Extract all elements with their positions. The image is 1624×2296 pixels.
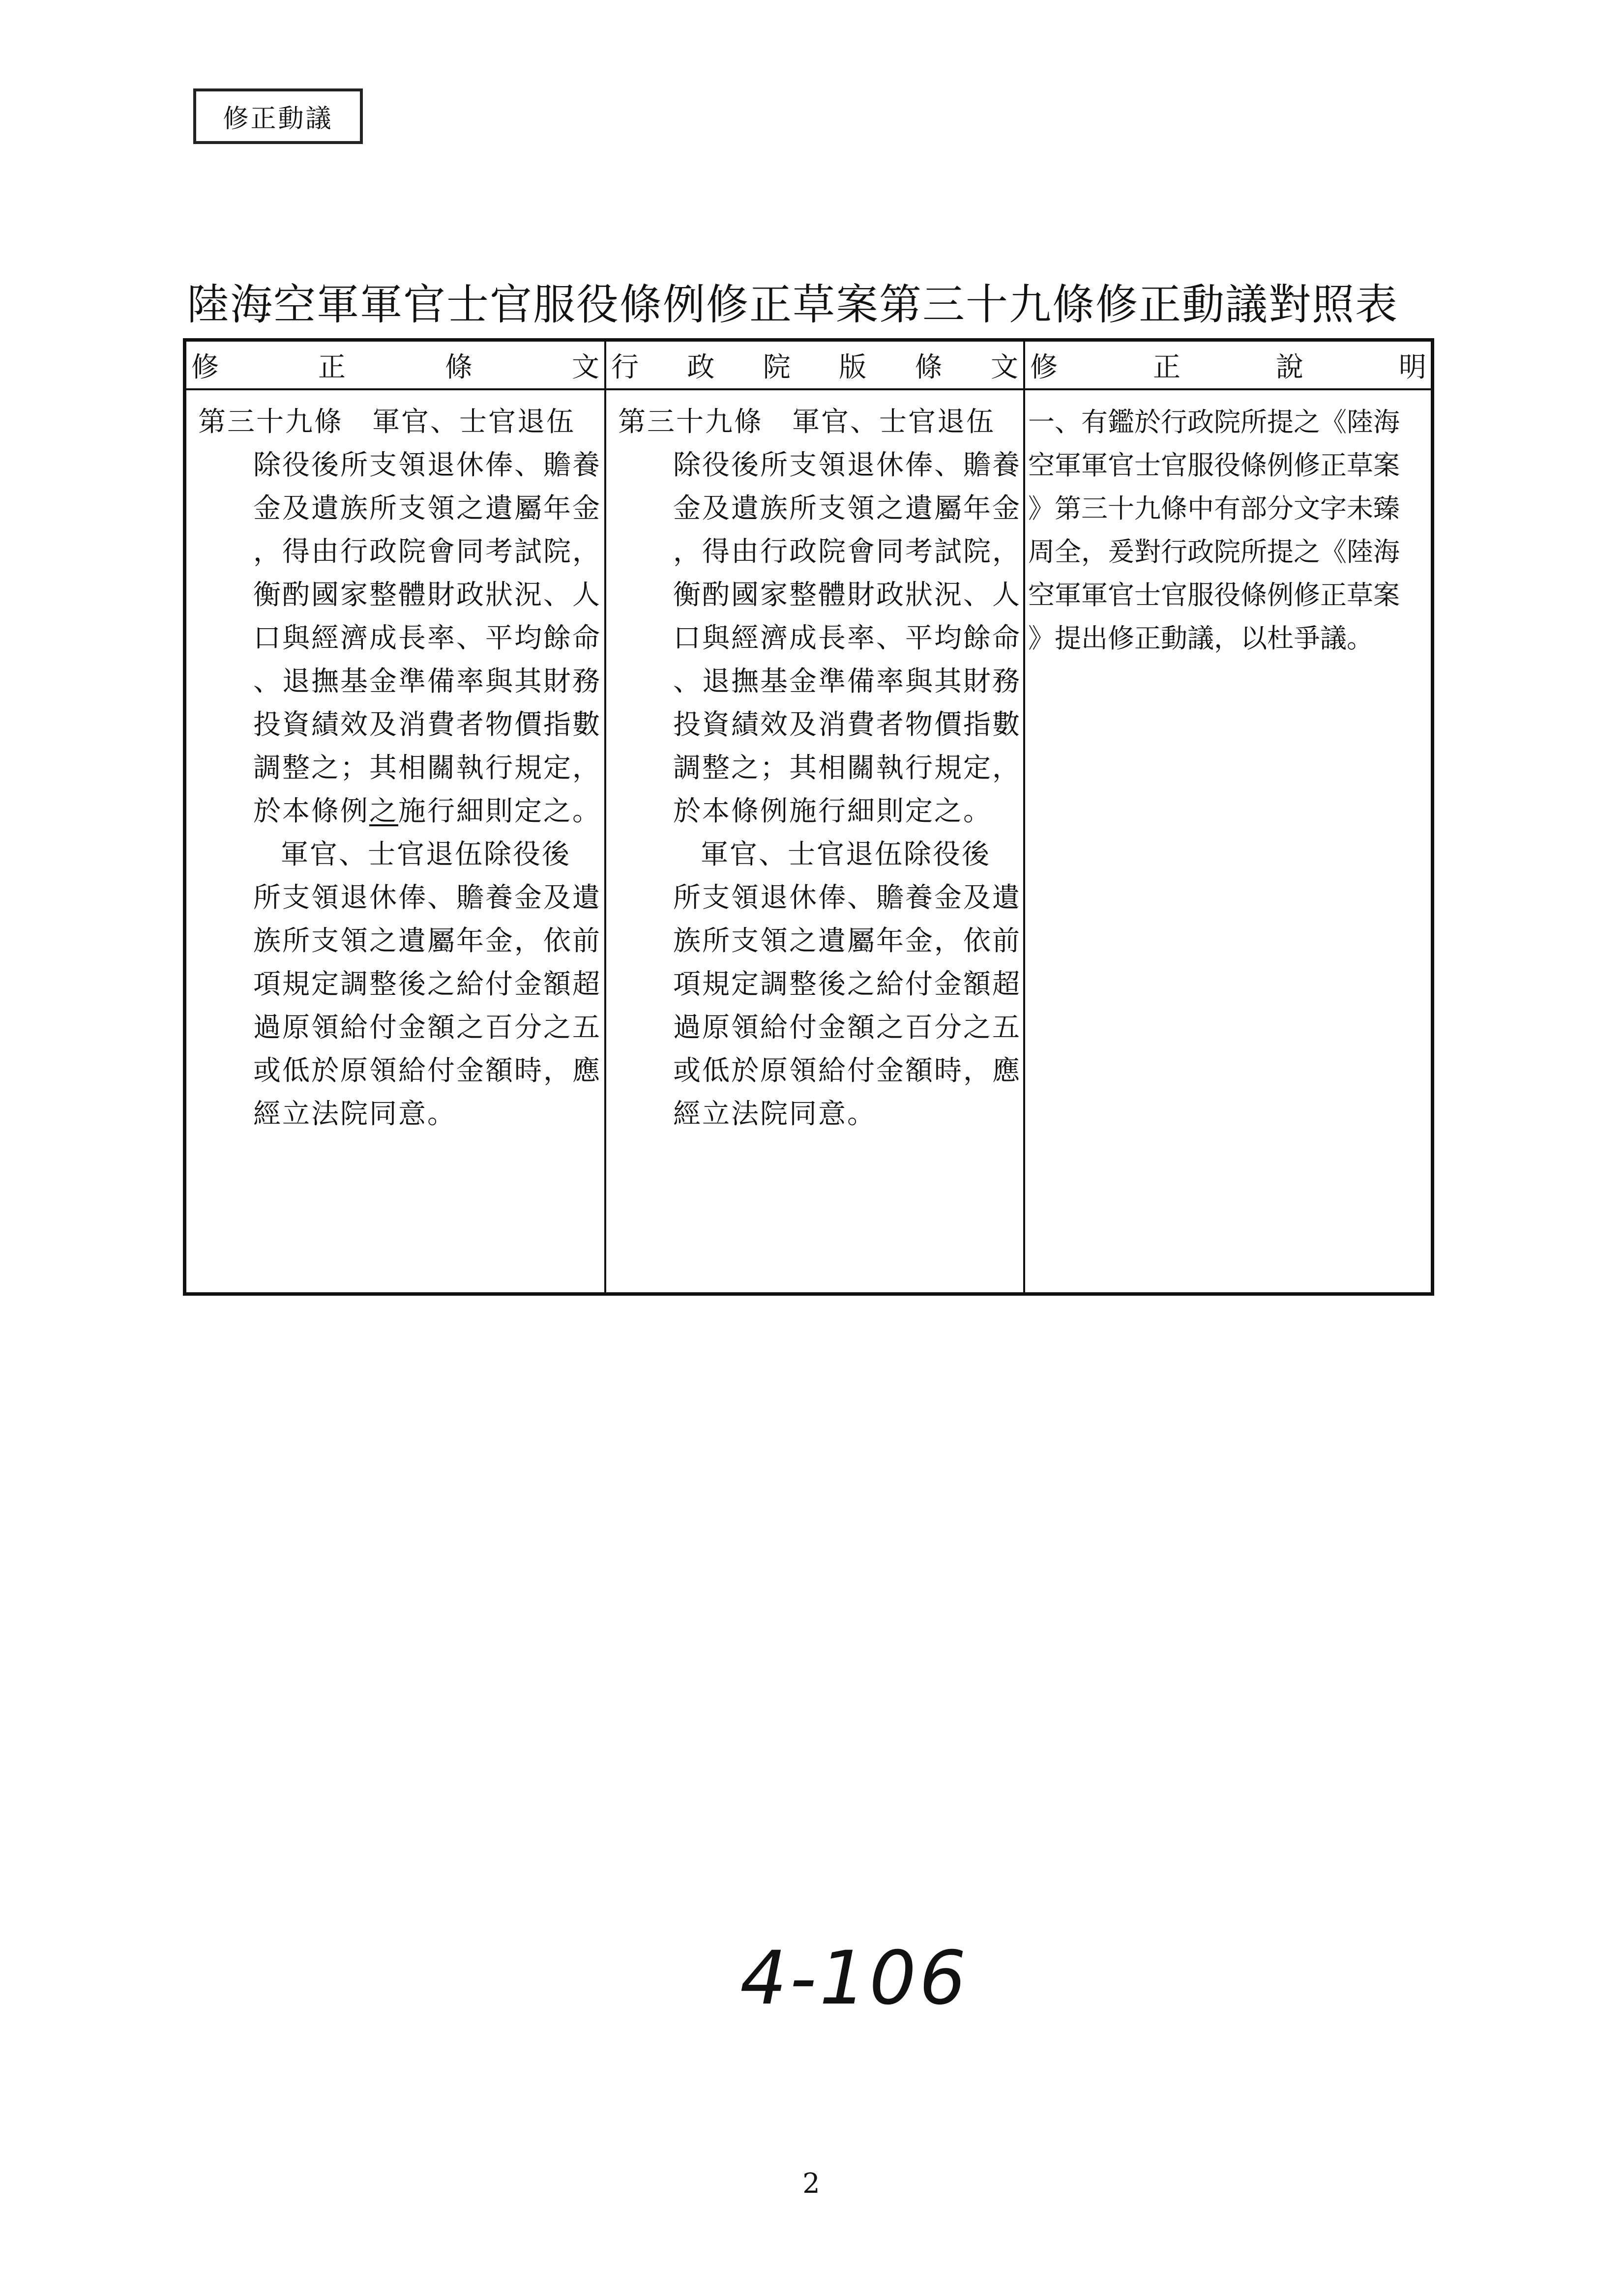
explanation-line: 》提出修正動議，以杜爭議。 xyxy=(1028,623,1373,654)
header-char: 說 xyxy=(1276,351,1303,383)
explanation-line: 一、有鑑於行政院所提之《陸海 xyxy=(1028,407,1400,437)
header-char: 明 xyxy=(1399,351,1426,383)
header-char: 文 xyxy=(572,351,599,383)
motion-tag: 修正動議 xyxy=(193,88,363,144)
explanation-line: 周全，爰對行政院所提之《陸海 xyxy=(1028,536,1400,567)
header-char: 政 xyxy=(687,351,715,383)
executive-text-line: 於本條例施行細則定之。 xyxy=(673,795,992,827)
amended-text-line: 軍官、士官退伍除役後 xyxy=(281,839,571,871)
executive-text-column xyxy=(618,401,1021,1136)
amended-text-line: 衡酌國家整體財政狀況、人 xyxy=(253,579,601,611)
executive-text-line: 軍官、士官退伍除役後 xyxy=(701,839,991,871)
table-header-row xyxy=(186,342,1431,390)
header-char: 修 xyxy=(1030,351,1058,383)
amended-text-line: 第三十九條 軍官、士官退伍 xyxy=(198,406,575,438)
amended-text-line: 族所支領之遺屬年金，依前 xyxy=(253,925,601,957)
page-number: 2 xyxy=(802,2168,820,2200)
amended-text-line: 口與經濟成長率、平均餘命 xyxy=(253,622,601,654)
comparison-table xyxy=(183,338,1434,1296)
executive-text-line: 第三十九條 軍官、士官退伍 xyxy=(618,406,995,438)
explanation-line: 空軍軍官士官服役條例修正草案 xyxy=(1028,580,1400,610)
document-title: 陸海空軍軍官士官服役條例修正草案第三十九條修正動議對照表 xyxy=(187,280,1398,329)
text-segment: 施行細則定之。 xyxy=(398,795,601,827)
executive-text-line: 除役後所支領退休俸、贍養 xyxy=(673,449,1021,481)
header-char: 行 xyxy=(611,351,639,383)
executive-text-line: 過原領給付金額之百分之五 xyxy=(673,1012,1021,1044)
explanation-column xyxy=(1028,401,1432,660)
explanation-line: 空軍軍官士官服役條例修正草案 xyxy=(1028,450,1400,481)
header-char: 條 xyxy=(915,351,943,383)
column-divider xyxy=(1023,342,1025,1292)
amended-text-line: 所支領退休俸、贍養金及遺 xyxy=(253,882,601,914)
header-char: 正 xyxy=(1153,351,1181,383)
executive-text-line: 所支領退休俸、贍養金及遺 xyxy=(673,882,1021,914)
amended-text-line: 投資績效及消費者物價指數 xyxy=(253,709,601,741)
amended-text-line: 調整之；其相關執行規定， xyxy=(253,752,601,784)
amended-text-line: 或低於原領給付金額時，應 xyxy=(253,1055,601,1087)
amended-text-line: 項規定調整後之給付金額超 xyxy=(253,968,601,1000)
amended-text-line: 經立法院同意。 xyxy=(253,1098,456,1130)
header-explanation xyxy=(1025,342,1431,388)
header-char: 修 xyxy=(191,351,219,383)
amended-text-line: 金及遺族所支領之遺屬年金 xyxy=(253,493,601,524)
executive-text-line: 、退撫基金準備率與其財務 xyxy=(673,666,1021,698)
header-char: 版 xyxy=(839,351,867,383)
header-amended-text xyxy=(186,342,604,388)
executive-text-line: 調整之；其相關執行規定， xyxy=(673,752,1021,784)
text-segment: 於本條例 xyxy=(253,795,369,827)
executive-text-line: 衡酌國家整體財政狀況、人 xyxy=(673,579,1021,611)
column-divider xyxy=(604,342,606,1292)
header-char: 條 xyxy=(445,351,472,383)
executive-text-line: 投資績效及消費者物價指數 xyxy=(673,709,1021,741)
executive-text-line: 金及遺族所支領之遺屬年金 xyxy=(673,493,1021,524)
executive-text-line: 經立法院同意。 xyxy=(673,1098,876,1130)
amended-text-line: ，得由行政院會同考試院， xyxy=(253,536,601,568)
header-executive-text xyxy=(606,342,1023,388)
executive-text-line: 或低於原領給付金額時，應 xyxy=(673,1055,1021,1087)
underlined-insertion: 之 xyxy=(369,795,398,827)
amended-text-line: 、退撫基金準備率與其財務 xyxy=(253,666,601,698)
amended-text-line xyxy=(198,790,601,833)
executive-text-line: 項規定調整後之給付金額超 xyxy=(673,968,1021,1000)
handwritten-note: 4-106 xyxy=(740,1936,969,2021)
executive-text-line: ，得由行政院會同考試院， xyxy=(673,536,1021,568)
amended-text-column xyxy=(198,401,601,1136)
amended-text-line: 除役後所支領退休俸、贍養 xyxy=(253,449,601,481)
amended-text-line: 過原領給付金額之百分之五 xyxy=(253,1012,601,1044)
explanation-line: 》第三十九條中有部分文字未臻 xyxy=(1028,493,1400,524)
header-char: 正 xyxy=(318,351,346,383)
header-char: 文 xyxy=(990,351,1018,383)
executive-text-line: 族所支領之遺屬年金，依前 xyxy=(673,925,1021,957)
header-char: 院 xyxy=(763,351,791,383)
executive-text-line: 口與經濟成長率、平均餘命 xyxy=(673,622,1021,654)
